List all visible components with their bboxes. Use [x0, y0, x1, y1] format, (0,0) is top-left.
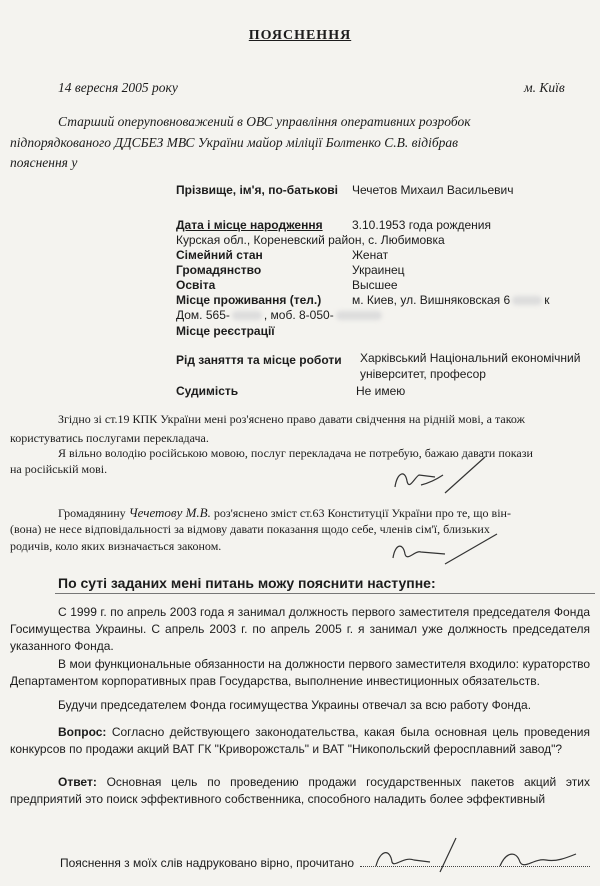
signature-1: [385, 455, 495, 500]
name-label: Прізвище, ім'я, по-батькові: [176, 183, 339, 197]
redaction-mark: [336, 311, 382, 320]
intro-line-3: пояснення у: [10, 155, 78, 170]
rights-line-3: родичів, коло яких визначається законом.: [10, 539, 222, 553]
family-label: Сімейний стан: [176, 248, 263, 262]
citizenship-value: Украинец: [352, 263, 405, 277]
phone-line: [176, 308, 384, 322]
document-city: м. Київ: [524, 80, 565, 95]
conviction-value: Не имею: [356, 384, 406, 398]
language-line-1: Згідно зі ст.19 КПК України мені роз'яснено право давати свідчення на рідній мові, а також: [58, 412, 525, 426]
intro-line-1: Старший оперуповноважений в ОВС управління оперативних розробок: [58, 114, 471, 129]
phone-home: Дом. 565-: [176, 308, 230, 322]
intro-line-2: підпорядкованого ДДСБЕЗ МВС України майор міліції Болтенко С.В. відібрав: [10, 135, 459, 150]
question-label: Вопрос:: [58, 725, 107, 739]
residence-suffix: к: [544, 293, 550, 307]
rights-line-1: [58, 505, 511, 521]
education-label: Освіта: [176, 278, 216, 292]
language-line-3: Я вільно володію російською мовою, послуг перекладача не потребую, бажаю давати покази: [58, 446, 533, 460]
residence-label: Місце проживання (тел.): [176, 293, 322, 307]
question-paragraph: [10, 724, 590, 758]
work-value-1: Харківський Національний економічний: [360, 351, 581, 365]
page-title: ПОЯСНЕННЯ: [248, 28, 352, 43]
footer-statement: Пояснення з моїх слів надруковано вірно, прочитано: [60, 856, 354, 870]
birth-value: 3.10.1953 года рождения: [352, 218, 491, 232]
answer-text: Основная цель по проведению продажи государственных пакетов акций этих предприятий это поиск эффективного собственника, способного наладить более эффективный: [10, 775, 590, 806]
work-value-2: університет, професор: [360, 367, 486, 381]
language-line-4: на російській мові.: [10, 462, 108, 476]
name-value: Чечетов Михаил Васильевич: [352, 183, 514, 197]
body-paragraph-2: В мои функциональные обязанности на должности первого заместителя входило: кураторство Департаментом корпоративных прав Государства, выполнение инвестиционных обязательств.: [10, 657, 590, 688]
section-heading: По суті заданих мені питань можу пояснити наступне:: [58, 575, 436, 591]
rights-text: роз'яснено зміст ст.63 Конституції України про те, що він-: [213, 506, 511, 520]
signature-3: [370, 836, 590, 876]
citizenship-label: Громадянство: [176, 263, 262, 277]
document-date: 14 вересня 2005 року: [58, 80, 178, 95]
body-paragraph-3: Будучи председателем Фонда госимущества Украины отвечал за всю работу Фонда.: [58, 698, 532, 712]
redaction-mark: [512, 296, 542, 305]
answer-label: Ответ:: [58, 775, 97, 789]
work-label: Рід заняття та місце роботи: [176, 353, 342, 367]
body-paragraph-1: С 1999 г. по апрель 2003 года я занимал должность первого заместителя председателя Фонда Госимущества Украины. С апрель 2003 г. по апрель 2005 г. я занимал уже должность председателя указанного Фонда.: [10, 605, 590, 653]
birth-label: Дата і місце народження: [176, 218, 323, 232]
residence-value: [352, 293, 549, 307]
phone-mobile: , моб. 8-050-: [263, 308, 334, 322]
family-value: Женат: [352, 248, 389, 262]
signature-2: [385, 530, 500, 570]
birth-place: Курская обл., Кореневский район, с. Любимовка: [176, 233, 445, 247]
heading-divider: [55, 593, 595, 594]
redaction-mark: [232, 311, 262, 320]
answer-paragraph: [10, 774, 590, 808]
rights-line-2: (вона) не несе відповідальності за відмову давати показання щодо себе, членів сім'ї, близьких: [10, 522, 490, 536]
rights-prefix: Громадянину: [58, 506, 126, 520]
rights-name: Чечетову М.В.: [128, 505, 211, 520]
question-text: Согласно действующего законодательства, какая была основная цель проведения конкурсов по продажи акций ВАТ ГК "Криворожсталь" и ВАТ "Никопольский феросплавний завод"?: [10, 725, 590, 756]
residence-address: м. Киев, ул. Вишняковская 6: [352, 293, 511, 307]
language-line-2: користуватись послугами перекладача.: [10, 431, 209, 445]
education-value: Высшее: [352, 278, 398, 292]
registration-label: Місце реєстрації: [176, 324, 275, 338]
conviction-label: Судимість: [176, 384, 239, 398]
